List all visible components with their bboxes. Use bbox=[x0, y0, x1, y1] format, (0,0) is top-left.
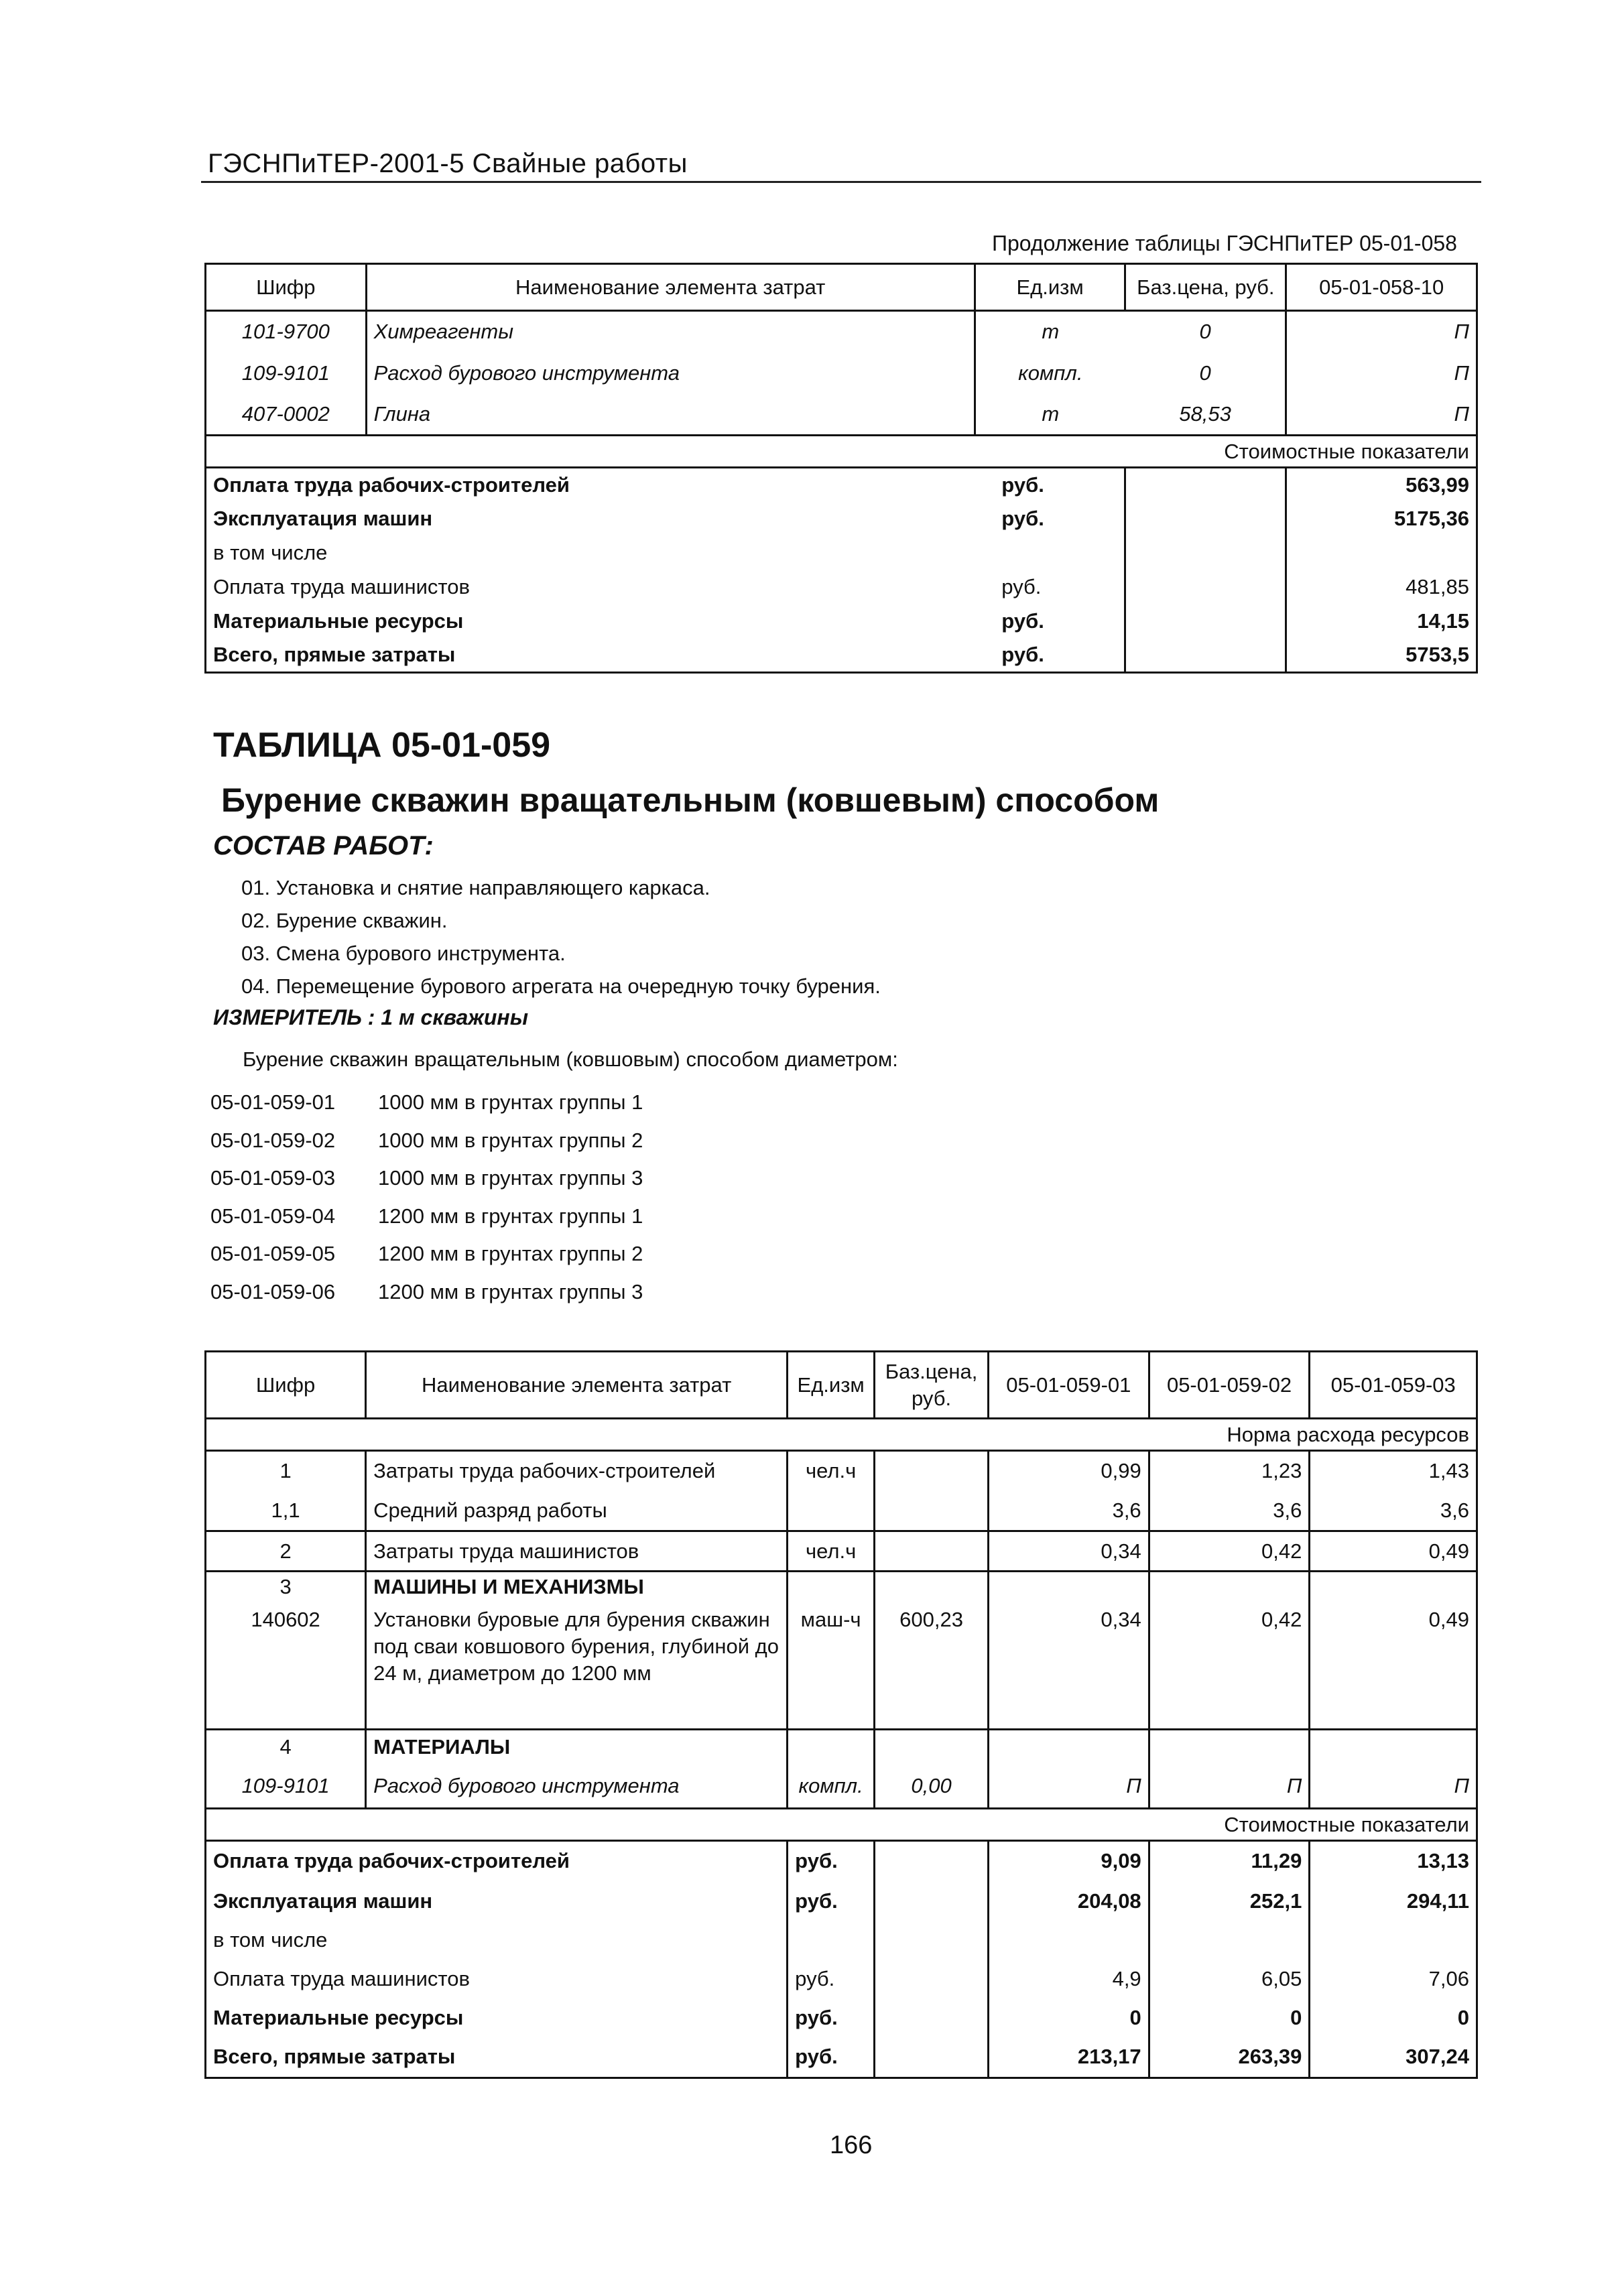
row-code: 4 bbox=[206, 1730, 366, 1765]
col-header-base-price: Баз.цена, руб. bbox=[875, 1352, 989, 1419]
row-unit: чел.ч bbox=[788, 1451, 875, 1491]
cost-name: Оплата труда рабочих-строителей bbox=[213, 472, 570, 497]
list-item bbox=[210, 1273, 643, 1312]
variant-text: 1000 мм в грунтах группы 1 bbox=[378, 1090, 643, 1114]
cost-value: 563,99 bbox=[1406, 472, 1469, 497]
table-row bbox=[206, 353, 1477, 394]
row-unit bbox=[788, 1730, 875, 1765]
cost-value-01 bbox=[989, 1921, 1149, 1959]
cost-name: в том числе bbox=[213, 541, 328, 564]
cost-unit: руб. bbox=[975, 639, 1125, 673]
row-code: 1 bbox=[206, 1451, 366, 1491]
cost-value-02: 11,29 bbox=[1149, 1841, 1310, 1881]
variant-text: 1000 мм в грунтах группы 3 bbox=[378, 1166, 643, 1190]
cost-value: 14,15 bbox=[1417, 609, 1469, 633]
col-header-variant-02: 05-01-059-02 bbox=[1149, 1352, 1310, 1419]
row-value: П bbox=[1454, 361, 1469, 385]
row-name: Глина bbox=[366, 394, 975, 436]
variant-code: 05-01-059-06 bbox=[210, 1279, 336, 1303]
row-name: Расход бурового инструмента bbox=[366, 353, 975, 394]
col-header-variant-03: 05-01-059-03 bbox=[1330, 1373, 1456, 1397]
table-05-01-059 bbox=[204, 1350, 1478, 2079]
row-base-price: 0 bbox=[1125, 311, 1286, 353]
table-row bbox=[206, 1451, 1477, 1491]
col-header-name: Наименование элемента затрат bbox=[366, 1352, 788, 1419]
cost-value-03: 294,11 bbox=[1406, 1889, 1469, 1913]
row-value-03: 0,49 bbox=[1428, 1607, 1469, 1631]
cost-base-price bbox=[875, 1841, 989, 1881]
row-code: 407-0002 bbox=[206, 394, 367, 436]
cost-name: Всего, прямые затраты bbox=[206, 2037, 788, 2078]
cost-base-price bbox=[1125, 502, 1286, 536]
cost-value-03: 7,06 bbox=[1428, 1966, 1469, 1990]
header-rule bbox=[201, 181, 1481, 183]
row-value-02: 0,42 bbox=[1149, 1602, 1310, 1730]
cost-row bbox=[206, 570, 1477, 604]
row-name: МАШИНЫ И МЕХАНИЗМЫ bbox=[366, 1572, 788, 1602]
table-subtitle: Бурение скважин вращательным (ковшевым) способом bbox=[221, 781, 1160, 819]
variant-code: 05-01-059-03 bbox=[210, 1166, 336, 1190]
list-item: 03. Смена бурового инструмента. bbox=[241, 942, 566, 965]
cost-unit: руб. bbox=[975, 502, 1125, 536]
row-name: Установки буровые для бурения скважин под сваи ковшового бурения, глубиной до 24 м, диаметром до 1200 мм bbox=[366, 1602, 788, 1730]
cost-value bbox=[1286, 536, 1477, 570]
variant-text: 1200 мм в грунтах группы 3 bbox=[378, 1279, 643, 1303]
row-base-price: 0 bbox=[1125, 353, 1286, 394]
cost-row bbox=[206, 502, 1477, 536]
cost-unit: руб. bbox=[975, 604, 1125, 639]
cost-row bbox=[206, 468, 1477, 502]
col-header-variant-01: 05-01-059-01 bbox=[989, 1352, 1149, 1419]
cost-unit: руб. bbox=[788, 1999, 875, 2037]
cost-row bbox=[206, 1959, 1477, 1999]
cost-value: 5175,36 bbox=[1393, 507, 1469, 530]
cost-unit: руб. bbox=[788, 2037, 875, 2078]
col-header-name: Наименование элемента затрат bbox=[366, 264, 975, 311]
row-code: 2 bbox=[206, 1531, 366, 1572]
table-05-01-058-continuation bbox=[204, 263, 1478, 674]
cost-base-price bbox=[1125, 468, 1286, 502]
col-header-code: Шифр bbox=[206, 264, 367, 311]
row-value-01 bbox=[989, 1730, 1149, 1765]
cost-value: 481,85 bbox=[1406, 575, 1469, 598]
row-unit bbox=[788, 1572, 875, 1602]
cost-value-01: 0 bbox=[989, 1999, 1149, 2037]
list-item: 01. Установка и снятие направляющего каркаса. bbox=[241, 876, 710, 899]
row-code: 140602 bbox=[206, 1602, 366, 1730]
row-base-price bbox=[875, 1531, 989, 1572]
table-header-row bbox=[206, 264, 1477, 311]
row-value-01 bbox=[989, 1572, 1149, 1602]
table-row bbox=[206, 1765, 1477, 1809]
cost-unit bbox=[788, 1921, 875, 1959]
variant-code: 05-01-059-02 bbox=[210, 1128, 336, 1152]
cost-value-02: 0 bbox=[1149, 1999, 1310, 2037]
row-value: П bbox=[1454, 320, 1469, 344]
cost-row bbox=[206, 536, 1477, 570]
table-row bbox=[206, 1531, 1477, 1572]
cost-value-01: 4,9 bbox=[989, 1959, 1149, 1999]
cost-base-price bbox=[875, 1999, 989, 2037]
norm-heading-row bbox=[206, 1419, 1477, 1451]
row-value-03: 3,6 bbox=[1440, 1498, 1469, 1522]
cost-row bbox=[206, 1999, 1477, 2037]
row-value-02: 0,42 bbox=[1149, 1531, 1310, 1572]
row-unit: т bbox=[1042, 320, 1060, 344]
cost-value-02: 263,39 bbox=[1149, 2037, 1310, 2078]
row-unit: т bbox=[1042, 401, 1060, 426]
cost-unit: руб. bbox=[975, 468, 1125, 502]
work-steps bbox=[241, 871, 881, 1003]
row-value-02 bbox=[1149, 1730, 1310, 1765]
row-base-price: 0,00 bbox=[875, 1765, 989, 1809]
variants-description: Бурение скважин вращательным (ковшовым) способом диаметром: bbox=[243, 1047, 898, 1071]
col-header-unit: Ед.изм bbox=[975, 264, 1125, 311]
row-value-01: 0,34 bbox=[989, 1531, 1149, 1572]
row-base-price bbox=[875, 1491, 989, 1531]
cost-base-price bbox=[1125, 639, 1286, 673]
variant-text: 1200 мм в грунтах группы 2 bbox=[378, 1242, 643, 1265]
norm-heading: Норма расхода ресурсов bbox=[1227, 1422, 1469, 1446]
list-item bbox=[210, 1235, 643, 1273]
cost-value-03: 0 bbox=[1457, 2005, 1469, 2029]
cost-value-03: 307,24 bbox=[1406, 2044, 1469, 2068]
row-value-03: 1,43 bbox=[1428, 1459, 1469, 1483]
page-number: 166 bbox=[830, 2131, 873, 2159]
variant-list bbox=[210, 1084, 643, 1311]
table-row bbox=[206, 311, 1477, 353]
table-row bbox=[206, 394, 1477, 436]
cost-value-03 bbox=[1310, 1921, 1477, 1959]
cost-unit: руб. bbox=[788, 1841, 875, 1881]
row-value: П bbox=[1454, 401, 1469, 426]
cost-value-01: 204,08 bbox=[989, 1881, 1149, 1921]
cost-row bbox=[206, 604, 1477, 639]
row-name: Затраты труда машинистов bbox=[366, 1531, 788, 1572]
row-base-price bbox=[875, 1730, 989, 1765]
row-value-02: 1,23 bbox=[1149, 1451, 1310, 1491]
row-code: 109-9101 bbox=[206, 1765, 366, 1809]
row-unit: маш-ч bbox=[788, 1602, 875, 1730]
cost-row bbox=[206, 1921, 1477, 1959]
list-item bbox=[210, 1122, 643, 1160]
cost-row bbox=[206, 1881, 1477, 1921]
row-value-03: П bbox=[1454, 1773, 1469, 1797]
row-value-01: 3,6 bbox=[989, 1491, 1149, 1531]
cost-base-price bbox=[875, 1881, 989, 1921]
cost-heading: Стоимостные показатели bbox=[1224, 1812, 1469, 1836]
table-row bbox=[206, 1602, 1477, 1730]
cost-name: Материальные ресурсы bbox=[206, 1999, 788, 2037]
cost-value-03: 13,13 bbox=[1417, 1849, 1469, 1873]
variant-text: 1000 мм в грунтах группы 2 bbox=[378, 1128, 643, 1152]
variant-text: 1200 мм в грунтах группы 1 bbox=[378, 1204, 643, 1228]
row-name: МАТЕРИАЛЫ bbox=[366, 1730, 788, 1765]
row-code: 1,1 bbox=[206, 1491, 366, 1531]
row-value-03 bbox=[1310, 1730, 1477, 1765]
cost-row bbox=[206, 639, 1477, 673]
row-base-price: 58,53 bbox=[1125, 394, 1286, 436]
cost-name: Оплата труда рабочих-строителей bbox=[206, 1841, 788, 1881]
row-value-01: 0,99 bbox=[989, 1451, 1149, 1491]
cost-base-price bbox=[875, 2037, 989, 2078]
cost-value-02: 6,05 bbox=[1149, 1959, 1310, 1999]
col-header-base-price: Баз.цена, руб. bbox=[1125, 264, 1286, 311]
cost-heading-row bbox=[206, 436, 1477, 468]
cost-name: Всего, прямые затраты bbox=[213, 643, 456, 667]
row-value-01: 0,34 bbox=[989, 1602, 1149, 1730]
cost-base-price bbox=[875, 1921, 989, 1959]
table-title: ТАБЛИЦА 05-01-059 bbox=[213, 726, 551, 765]
continuation-note: Продолжение таблицы ГЭСНПиТЕР 05-01-058 bbox=[992, 231, 1457, 255]
row-base-price: 600,23 bbox=[875, 1602, 989, 1730]
composition-label: СОСТАВ РАБОТ: bbox=[213, 831, 434, 860]
cost-value-02: 252,1 bbox=[1149, 1881, 1310, 1921]
cost-name: Оплата труда машинистов bbox=[213, 575, 470, 598]
row-value-02: 3,6 bbox=[1149, 1491, 1310, 1531]
col-header-unit: Ед.изм bbox=[788, 1352, 875, 1419]
row-name: Расход бурового инструмента bbox=[366, 1765, 788, 1809]
cost-base-price bbox=[875, 1959, 989, 1999]
row-unit: компл. bbox=[788, 1765, 875, 1809]
cost-unit bbox=[975, 536, 1125, 570]
cost-name: Материальные ресурсы bbox=[213, 609, 464, 633]
row-code: 109-9101 bbox=[206, 353, 367, 394]
variant-code: 05-01-059-05 bbox=[210, 1242, 336, 1265]
running-header: ГЭСНПиТЕР-2001-5 Свайные работы bbox=[208, 149, 688, 178]
row-value-01: П bbox=[989, 1765, 1149, 1809]
list-item: 04. Перемещение бурового агрегата на очередную точку бурения. bbox=[241, 974, 881, 998]
cost-base-price bbox=[1125, 570, 1286, 604]
cost-row bbox=[206, 1841, 1477, 1881]
measure-unit: ИЗМЕРИТЕЛЬ : 1 м скважины bbox=[213, 1005, 529, 1029]
cost-value-02 bbox=[1149, 1921, 1310, 1959]
variant-code: 05-01-059-04 bbox=[210, 1204, 336, 1228]
cost-heading-row bbox=[206, 1809, 1477, 1841]
cost-heading: Стоимостные показатели bbox=[1224, 439, 1469, 463]
row-base-price bbox=[875, 1572, 989, 1602]
row-name: Химреагенты bbox=[366, 311, 975, 353]
cost-name: Эксплуатация машин bbox=[206, 1881, 788, 1921]
table-row bbox=[206, 1491, 1477, 1531]
col-header-variant: 05-01-058-10 bbox=[1319, 275, 1444, 299]
cost-value-01: 213,17 bbox=[989, 2037, 1149, 2078]
cost-base-price bbox=[1125, 536, 1286, 570]
row-unit: чел.ч bbox=[788, 1531, 875, 1572]
row-name: Затраты труда рабочих-строителей bbox=[366, 1451, 788, 1491]
row-value-02 bbox=[1149, 1572, 1310, 1602]
cost-name: Оплата труда машинистов bbox=[206, 1959, 788, 1999]
cost-unit: руб. bbox=[788, 1881, 875, 1921]
row-value-03 bbox=[1310, 1572, 1477, 1602]
list-item bbox=[210, 1198, 643, 1236]
table-header-row bbox=[206, 1352, 1477, 1419]
col-header-code: Шифр bbox=[206, 1352, 366, 1419]
row-value-03: 0,49 bbox=[1428, 1539, 1469, 1563]
row-base-price bbox=[875, 1451, 989, 1491]
list-item bbox=[210, 1084, 643, 1122]
cost-value: 5753,5 bbox=[1406, 643, 1469, 667]
row-code: 101-9700 bbox=[206, 311, 367, 353]
list-item bbox=[210, 1159, 643, 1198]
cost-unit: руб. bbox=[975, 570, 1125, 604]
cost-base-price bbox=[1125, 604, 1286, 639]
variant-code: 05-01-059-01 bbox=[210, 1090, 336, 1114]
table-row bbox=[206, 1730, 1477, 1765]
cost-row bbox=[206, 2037, 1477, 2078]
row-unit bbox=[788, 1491, 875, 1531]
table-row bbox=[206, 1572, 1477, 1602]
list-item: 02. Бурение скважин. bbox=[241, 909, 448, 932]
row-value-02: П bbox=[1149, 1765, 1310, 1809]
cost-unit: руб. bbox=[788, 1959, 875, 1999]
cost-name: в том числе bbox=[206, 1921, 788, 1959]
row-name: Средний разряд работы bbox=[366, 1491, 788, 1531]
row-unit: компл. bbox=[1018, 361, 1083, 385]
row-code: 3 bbox=[206, 1572, 366, 1602]
cost-name: Эксплуатация машин bbox=[213, 507, 433, 530]
cost-value-01: 9,09 bbox=[989, 1841, 1149, 1881]
